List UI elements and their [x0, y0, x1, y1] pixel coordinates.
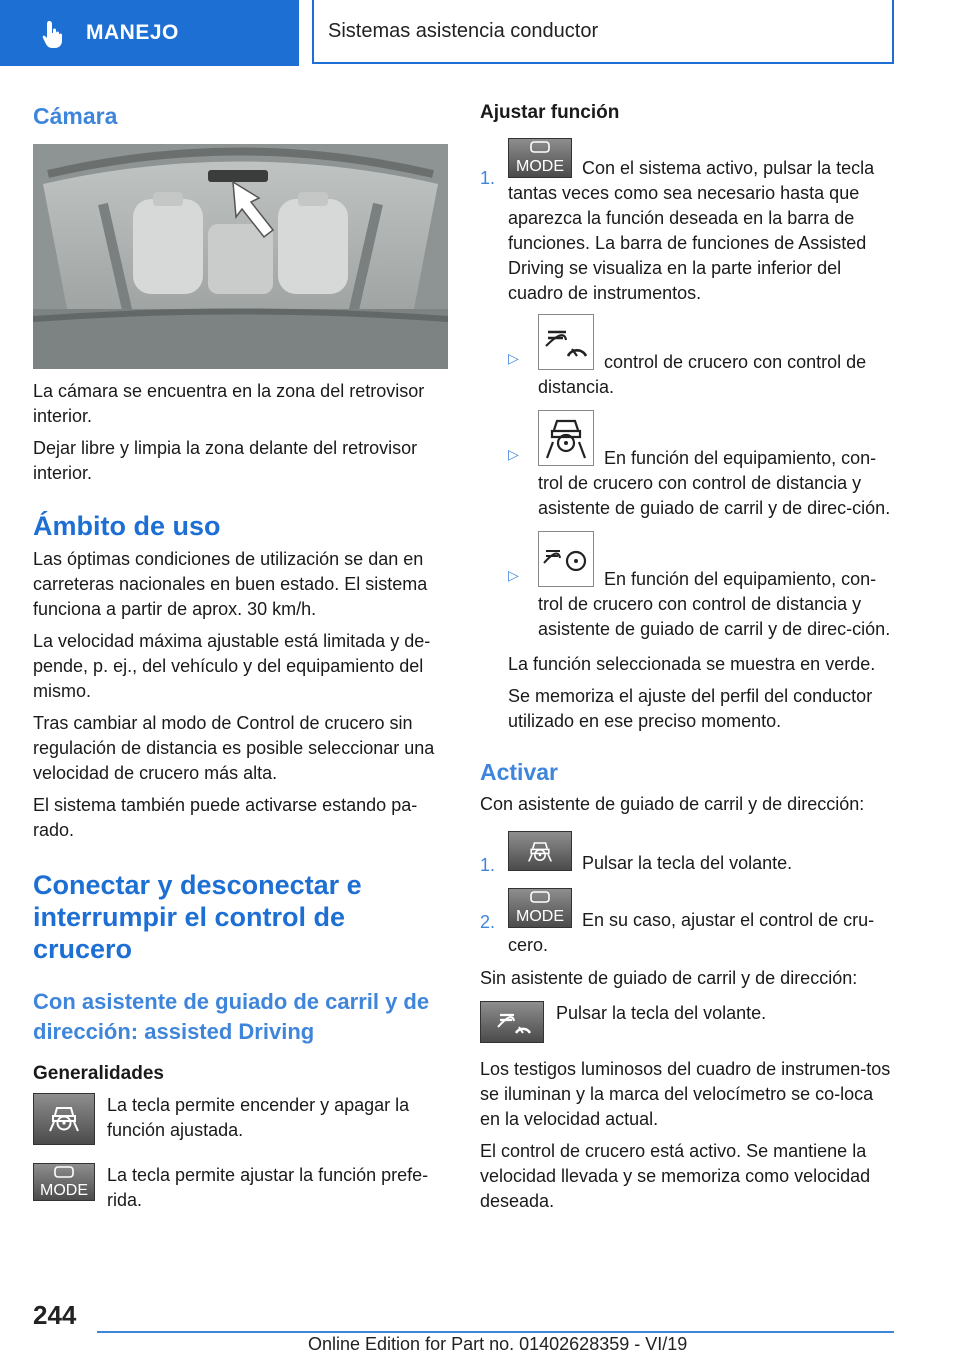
final-paragraph-1: Los testigos luminosos del cuadro de instrumen-tos se iluminan y la marca del velocímetro se co-loca en la velocidad actual.: [480, 1059, 891, 1129]
section-label: MANEJO: [86, 21, 179, 44]
chapter-label: Sistemas asistencia conductor: [328, 19, 599, 42]
without-intro: Sin asistente de guiado de carril y de dirección:: [480, 968, 858, 988]
steering-assist-button-icon: [33, 1093, 95, 1145]
scope-paragraph-4: El sistema también puede activarse estando pa-rado.: [33, 795, 418, 840]
mode-button-icon: [508, 888, 572, 928]
assisted-driving-heading: Con asistente de guiado de carril y de dirección: assisted Driving: [33, 989, 430, 1044]
hand-pointer-icon: [40, 18, 70, 48]
after-paragraph-2: Se memoriza el ajuste del perfil del conductor utilizado en ese preciso momento.: [508, 686, 873, 731]
cruise-distance-button-icon: [480, 1001, 544, 1043]
header-chapter: [312, 0, 894, 64]
bullet-2-text: En función del equipamiento, con-trol de crucero con control de distancia y asistente de guiado de carril y de direc-ción.: [538, 448, 891, 518]
adjust-heading: Ajustar función: [480, 102, 620, 123]
mode-button-icon: [33, 1163, 95, 1201]
steering-distance-button-icon: [538, 531, 594, 587]
mode-button-icon: [508, 138, 572, 178]
without-item-text: Pulsar la tecla del volante.: [556, 1003, 767, 1023]
windshield-camera-photo: [33, 144, 448, 369]
without-item: [480, 1001, 896, 1043]
steering-assist-button-icon: [508, 831, 572, 871]
scope-paragraph-1: Las óptimas condiciones de utilización se dan en carreteras nacionales en buen estado. El sistema funciona a partir de aprox. 30 km/h.: [33, 549, 428, 619]
general-item-1-text: La tecla permite encender y apagar la función ajustada.: [107, 1095, 410, 1140]
connect-heading: Conectar y desconectar e interrumpir el control de crucero: [33, 870, 362, 964]
activate-intro: Con asistente de guiado de carril y de dirección:: [480, 794, 865, 814]
activate-step-2-text: En su caso, ajustar el control de cru-cero.: [508, 910, 875, 955]
left-column: [33, 100, 448, 1225]
scope-paragraph-3: Tras cambiar al modo de Control de crucero sin regulación de distancia es posible seleccionar una velocidad de crucero más alta.: [33, 713, 435, 783]
step-number: 2.: [480, 912, 496, 932]
adjust-step-1: [480, 138, 896, 306]
scope-heading: Ámbito de uso: [33, 511, 221, 541]
step-1-text: Con el sistema activo, pulsar la tecla tantas veces como sea necesario hasta que aparezca la función deseada en la barra de funciones. La barra de funciones de Assisted Driving se visualiza en la parte inferior del cuadro de instrumentos.: [508, 158, 875, 303]
mode-button-label: MODE: [40, 1182, 88, 1199]
page-number: 244: [33, 1300, 77, 1330]
triangle-bullet-icon: ▷: [508, 567, 519, 583]
general-heading: Generalidades: [33, 1063, 164, 1084]
mode-button-label: MODE: [516, 158, 564, 175]
general-item-2-text: La tecla permite ajustar la función prefe-rida.: [107, 1165, 429, 1210]
bullet-cruise-distance: [508, 314, 896, 400]
bullet-3-text: En función del equipamiento, con-trol de crucero con control de distancia y asistente de guiado de carril y de direc-ción.: [538, 569, 891, 639]
triangle-bullet-icon: ▷: [508, 446, 519, 462]
final-paragraph-2: El control de crucero está activo. Se mantiene la velocidad llevada y se memoriza como velocidad deseada.: [480, 1141, 871, 1211]
right-column: [480, 100, 896, 1221]
scope-paragraph-2: La velocidad máxima ajustable está limitada y de-pende, p. ej., del vehículo y del equipamiento del mismo.: [33, 631, 431, 701]
activate-heading: Activar: [480, 759, 558, 785]
activate-step-1-text: Pulsar la tecla del volante.: [582, 853, 793, 873]
bullet-steering-assist: [508, 410, 896, 521]
after-paragraph-1: La función seleccionada se muestra en verde.: [508, 654, 876, 674]
step-number: 1.: [480, 168, 496, 188]
step-number: 1.: [480, 855, 496, 875]
activate-step-1: [480, 831, 896, 878]
mode-button-label: MODE: [516, 908, 564, 925]
general-item-mode: [33, 1163, 448, 1213]
header-section-tab: [0, 0, 299, 66]
edition-note: Online Edition for Part no. 01402628359 - VI/19: [308, 1334, 688, 1354]
footer-divider: [97, 1331, 894, 1333]
steering-assist-button-icon: [538, 410, 594, 466]
bullet-1-text: control de crucero con control de distancia.: [538, 352, 867, 397]
triangle-bullet-icon: ▷: [508, 350, 519, 366]
cruise-distance-button-icon: [538, 314, 594, 370]
bullet-steering-distance: [508, 531, 896, 642]
camera-paragraph-1: La cámara se encuentra en la zona del retrovisor interior.: [33, 381, 425, 426]
camera-paragraph-2: Dejar libre y limpia la zona delante del retrovisor interior.: [33, 438, 418, 483]
camera-heading: Cámara: [33, 103, 118, 129]
activate-step-2: [480, 888, 896, 958]
general-item-steering: [33, 1093, 448, 1145]
